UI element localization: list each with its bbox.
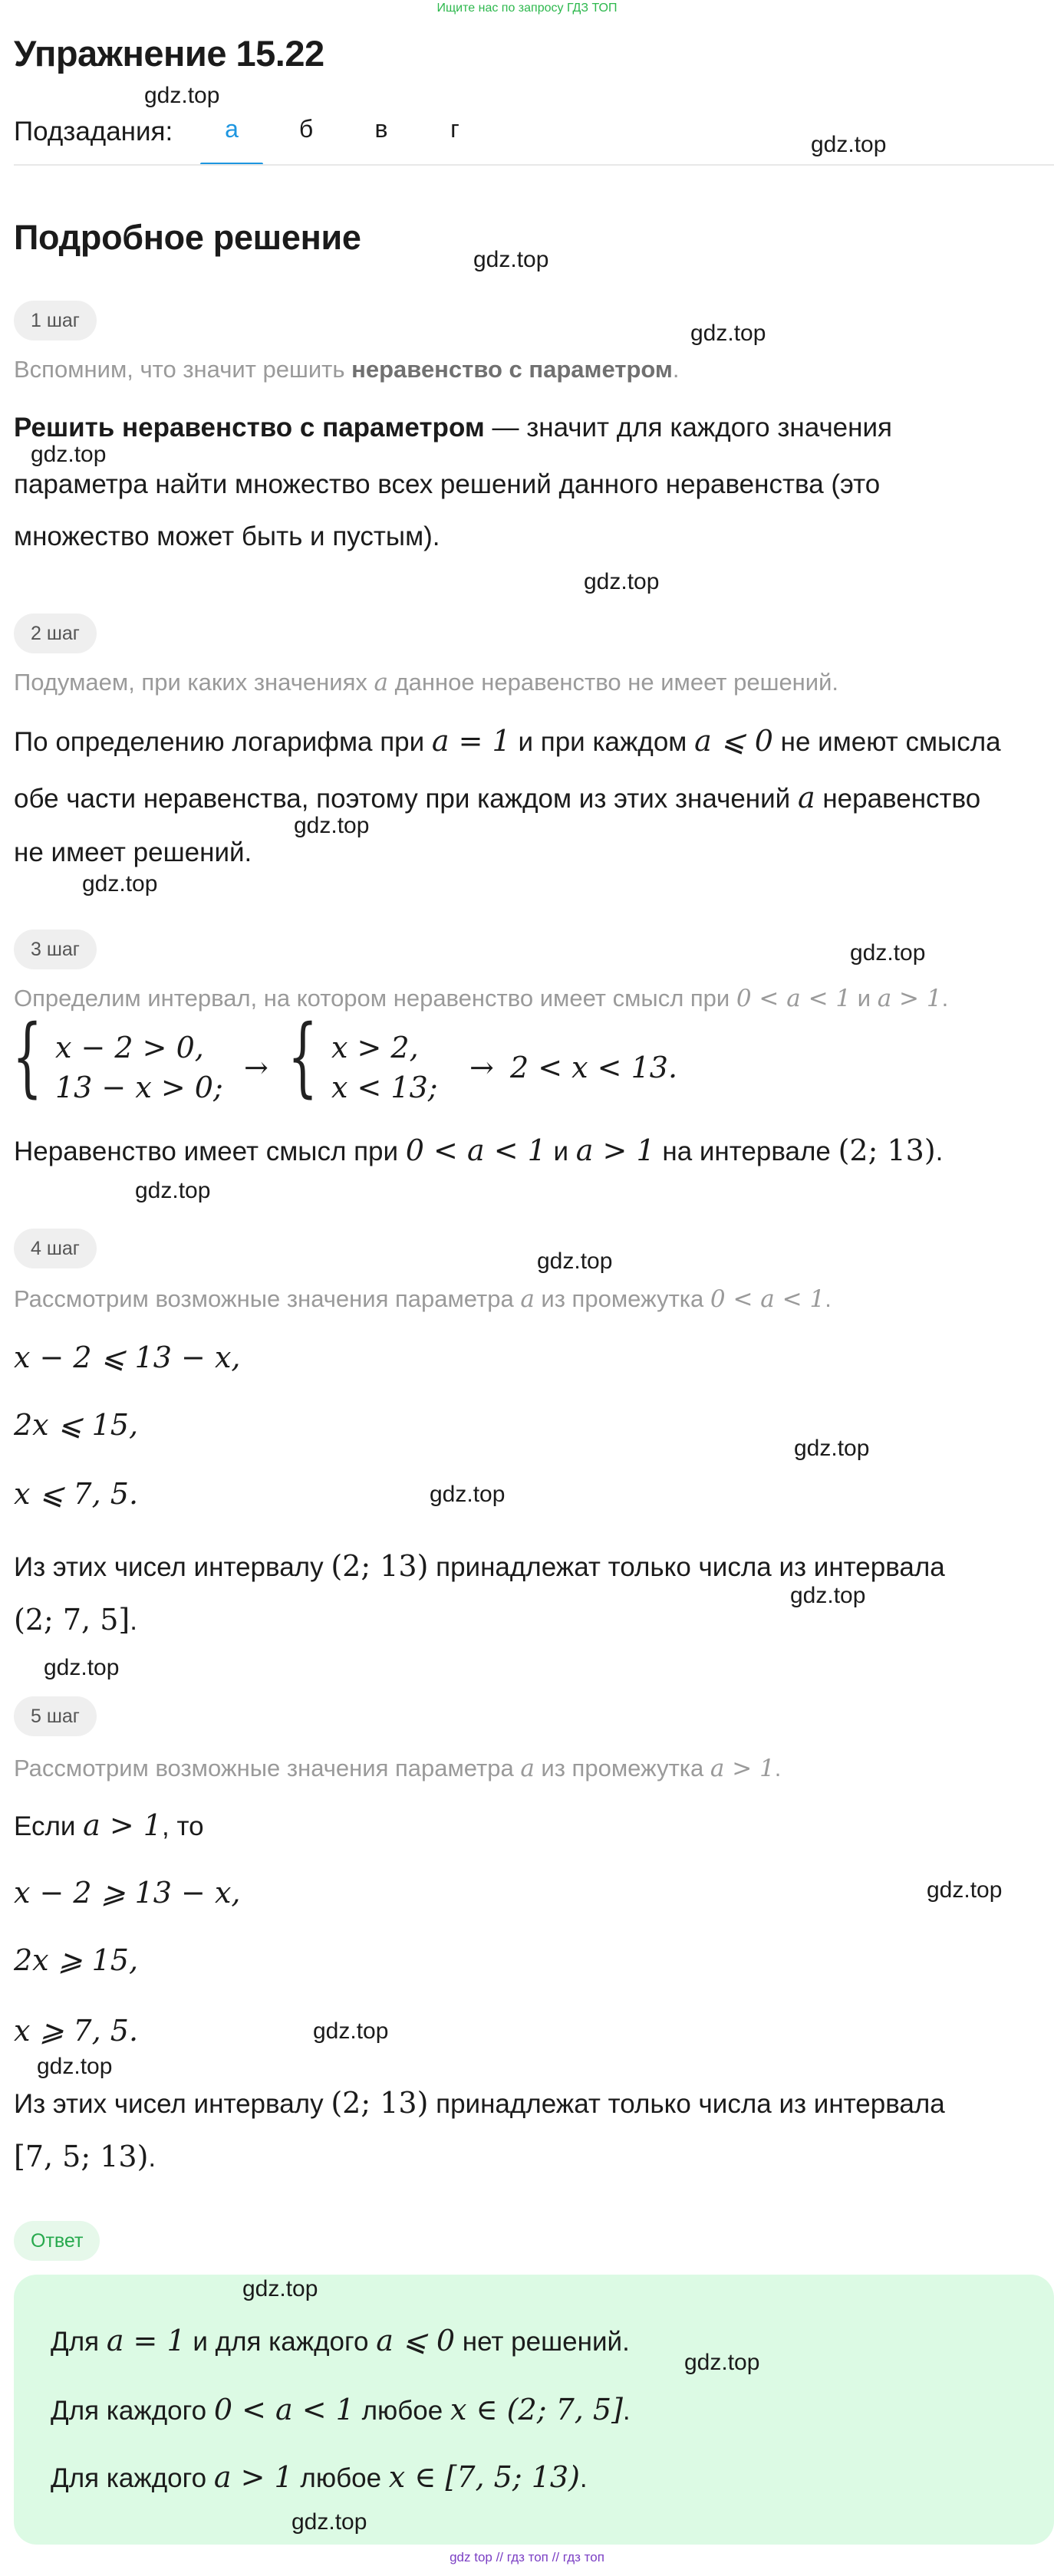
watermark: gdz.top (144, 83, 220, 108)
step-5-equation-1: x − 2 ⩾ 13 − x, (14, 1876, 241, 1910)
watermark: gdz.top (291, 2509, 367, 2535)
watermark: gdz.top (135, 1178, 211, 1203)
watermark: gdz.top (690, 321, 766, 346)
step-5-conclusion-line-2: [7, 5; 13). (14, 2140, 156, 2173)
left-brace-1: { (12, 1007, 43, 1107)
step-4-equation-2: 2x ⩽ 15, (14, 1408, 139, 1442)
top-banner: Ищите нас по запросу ГДЗ ТОП (436, 2, 618, 15)
watermark: gdz.top (850, 940, 926, 966)
watermark: gdz.top (37, 2054, 113, 2079)
watermark: gdz.top (811, 132, 887, 157)
answer-line-2: Для каждого 0 < a < 1 любое x ∈ (2; 7, 5]. (51, 2393, 631, 2426)
answer-line-3: Для каждого a > 1 любое x ∈ [7, 5; 13). (51, 2460, 588, 2494)
step-3-conclusion: Неравенство имеет смысл при 0 < a < 1 и a > 1 на интервале (2; 13). (14, 1133, 944, 1167)
watermark: gdz.top (294, 813, 370, 838)
page-title: Упражнение 15.22 (14, 33, 324, 74)
step-4-badge: 4 шаг (14, 1229, 97, 1268)
subtasks-label: Подзадания: (14, 117, 173, 146)
system-result: 2 < x < 13. (510, 1051, 678, 1084)
step-1-hint: Вспомним, что значит решить неравенство с параметром. (14, 356, 680, 383)
watermark: gdz.top (584, 569, 660, 594)
watermark: gdz.top (537, 1249, 613, 1274)
step-1-definition-line-2: параметра найти множество всех решений данного неравенства (это (14, 469, 881, 499)
section-title: Подробное решение (14, 218, 361, 257)
step-4-conclusion-line-2: (2; 7, 5]. (14, 1603, 137, 1637)
footer-links[interactable]: gdz top // гдз топ // гдз топ (450, 2550, 604, 2564)
tab-a[interactable]: а (200, 115, 263, 164)
system-1-row-2: 13 − x > 0; (55, 1071, 223, 1104)
tab-g[interactable]: г (450, 115, 459, 143)
watermark: gdz.top (82, 871, 158, 897)
step-5-if-line: Если a > 1, то (14, 1808, 204, 1842)
answer-line-1: Для a = 1 и для каждого a ⩽ 0 нет решений. (51, 2324, 630, 2357)
step-1-badge: 1 шаг (14, 301, 97, 341)
watermark: gdz.top (473, 247, 549, 272)
system-1-row-1: x − 2 > 0, (55, 1031, 204, 1064)
step-2-text-line-1: По определению логарифма при a = 1 и при каждом a ⩽ 0 не имеют смысла (14, 724, 1001, 758)
step-5-badge: 5 шаг (14, 1696, 97, 1736)
system-2-row-2: x < 13; (331, 1071, 438, 1104)
watermark: gdz.top (794, 1436, 870, 1461)
divider (14, 164, 1054, 166)
step-5-conclusion-line-1: Из этих чисел интервалу (2; 13) принадлежат только числа из интервала (14, 2086, 945, 2120)
arrow-1: → (244, 1051, 268, 1084)
step-4-conclusion-line-1: Из этих чисел интервалу (2; 13) принадлежат только числа из интервала (14, 1549, 945, 1583)
step-3-badge: 3 шаг (14, 929, 97, 969)
answer-badge: Ответ (14, 2221, 100, 2261)
watermark: gdz.top (44, 1655, 120, 1680)
tab-v[interactable]: в (374, 115, 388, 143)
step-4-equation-1: x − 2 ⩽ 13 − x, (14, 1341, 241, 1374)
step-1-definition-line-3: множество может быть и пустым). (14, 521, 440, 551)
step-5-equation-3: x ⩾ 7, 5. (14, 2014, 139, 2048)
watermark: gdz.top (790, 1583, 866, 1608)
watermark: gdz.top (927, 1877, 1003, 1903)
watermark: gdz.top (31, 442, 107, 467)
step-1-definition-line-1: Решить неравенство с параметром — значит для каждого значения (14, 413, 892, 442)
subtasks-bar (14, 115, 1054, 166)
step-3-hint: Определим интервал, на котором неравенство имеет смысл при 0 < a < 1 и a > 1. (14, 985, 949, 1012)
step-2-badge: 2 шаг (14, 614, 97, 653)
step-5-hint: Рассмотрим возможные значения параметра a из промежутка a > 1. (14, 1755, 782, 1782)
step-2-hint: Подумаем, при каких значениях a данное неравенство не имеет решений. (14, 669, 839, 696)
step-4-equation-3: x ⩽ 7, 5. (14, 1477, 139, 1511)
watermark: gdz.top (430, 1482, 506, 1507)
step-2-text-line-3: не имеет решений. (14, 837, 252, 867)
step-5-equation-2: 2x ⩾ 15, (14, 1943, 139, 1977)
watermark: gdz.top (242, 2276, 318, 2301)
watermark: gdz.top (313, 2018, 389, 2044)
step-4-hint: Рассмотрим возможные значения параметра a из промежутка 0 < a < 1. (14, 1285, 832, 1313)
system-2-row-1: x > 2, (331, 1031, 419, 1064)
watermark: gdz.top (684, 2350, 760, 2375)
step-2-text-line-2: обе части неравенства, поэтому при каждом из этих значений a неравенство (14, 781, 981, 814)
arrow-2: → (469, 1051, 494, 1084)
tab-b[interactable]: б (298, 115, 314, 143)
left-brace-2: { (288, 1007, 318, 1107)
